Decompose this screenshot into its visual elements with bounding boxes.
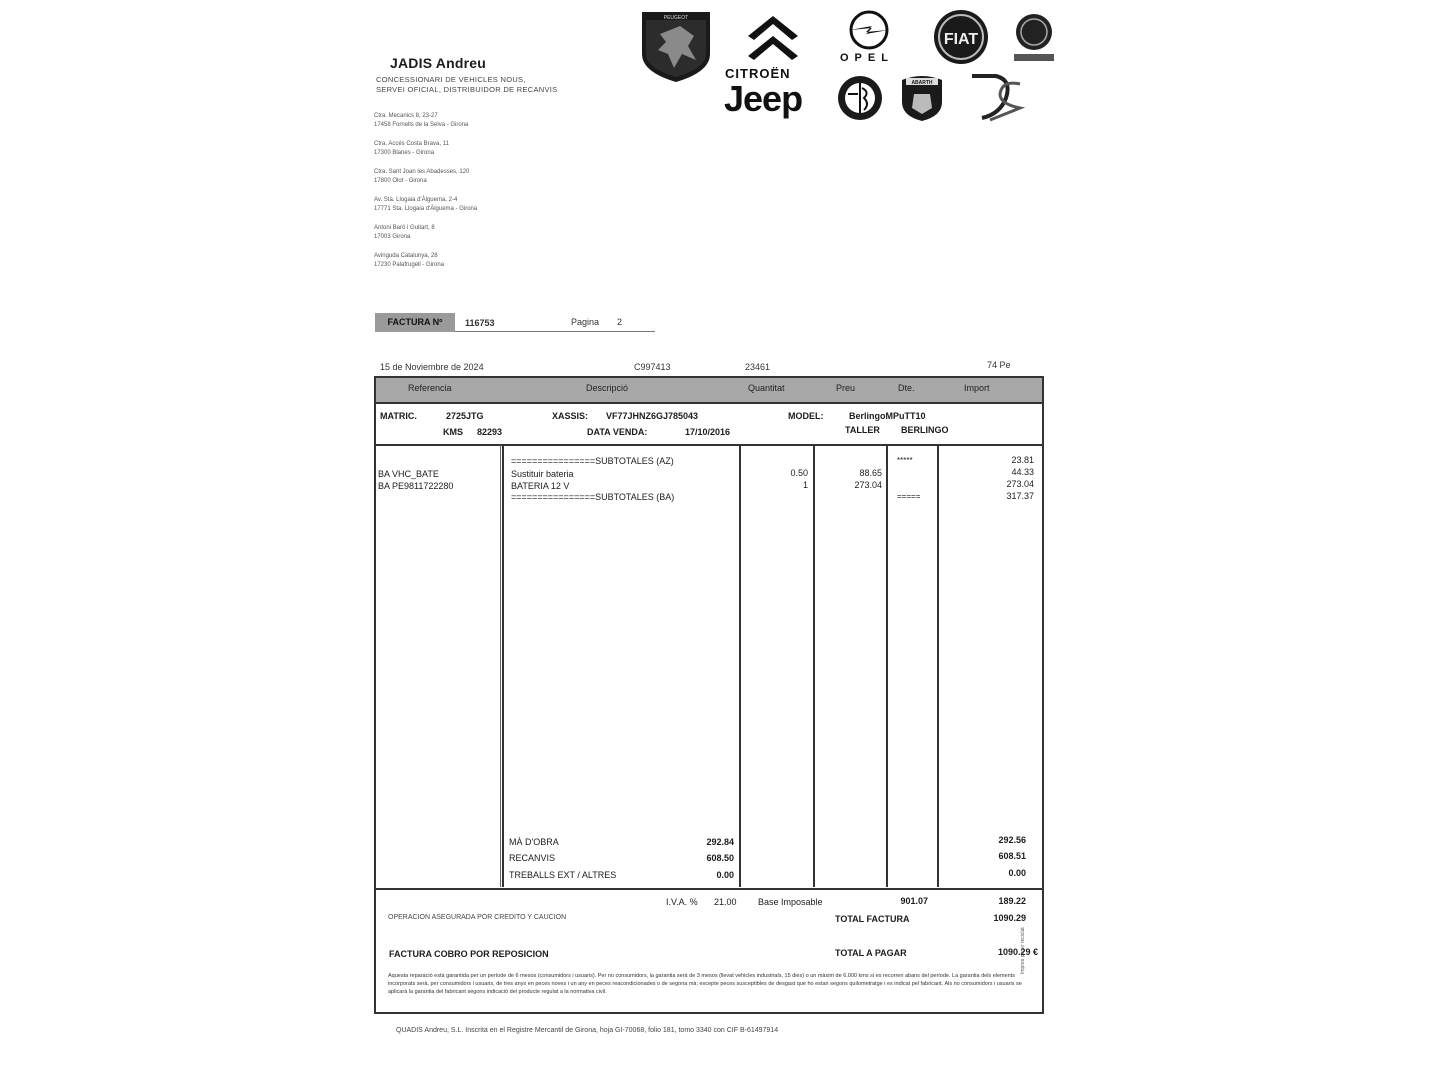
parts-label: RECANVIS [509, 853, 556, 863]
col-sep-disc [937, 445, 939, 887]
line-amount: 44.33 [1011, 467, 1034, 477]
total-pay-value: 1090.29 € [997, 947, 1038, 957]
invoice-ref-3: 74 Pe [987, 360, 1011, 370]
matric-value: 2725JTG [446, 411, 484, 421]
line-ref: BA VHC_BATE [378, 469, 439, 479]
external-net: 0.00 [1008, 868, 1026, 878]
fiat-professional-logo-icon [1010, 12, 1058, 64]
matric-label: MATRIC. [380, 411, 417, 421]
invoice-number-label: FACTURA Nº [375, 313, 455, 332]
warranty-text: Aquesta reparació està garantida per un període de 6 mesos (consumidors i usuaris). Per no consumidors, la garantia serà de 3 mesos (llevat vehicles industrials, 15 dies) o un màxim de 6.000 kms si es recorren abans del període. La garantia dels elements incorporats serà, per consumidors i usuaris, de tres anys en peces noves i un any en peces reacondicionades o de segona mà; excepte peces susceptibles de desgast que ho estan segons quilometratge i es indicat pel fabricant. Als no consumidors i usuaris se aplicarà la garantia del fabricant segons indicació del producte regulat a la normativa civil. [388, 973, 1022, 995]
jeep-wordmark: Jeep [724, 78, 803, 119]
header-discount: Dte. [898, 383, 915, 393]
ds-logo-icon [966, 70, 1026, 124]
vat-rate: 21.00 [714, 897, 737, 907]
svg-text:ABARTH: ABARTH [911, 80, 933, 86]
table-header-bar [376, 378, 1042, 402]
col-sep-qty [813, 445, 815, 887]
page-number: 2 [617, 317, 623, 327]
parts-gross: 608.50 [706, 853, 734, 863]
invoice-ref-2: 23461 [745, 362, 771, 372]
company-tagline-1: CONCESSIONARI DE VEHICLES NOUS, [376, 75, 526, 84]
total-invoice-value: 1090.29 [993, 913, 1026, 923]
line-desc: ================SUBTOTALES (BA) [511, 492, 675, 502]
total-invoice-label: TOTAL FACTURA [835, 914, 910, 924]
items-bottom-divider [376, 888, 1042, 890]
labor-net: 292.56 [998, 835, 1026, 845]
line-desc: ================SUBTOTALES (AZ) [511, 456, 674, 466]
line-amount: 23.81 [1011, 455, 1034, 465]
col-sep-ref [500, 445, 501, 887]
external-label: TREBALLS EXT / ALTRES [509, 870, 617, 880]
collection-label: FACTURA COBRO POR REPOSICION [389, 949, 549, 959]
kms-value: 82293 [477, 427, 503, 437]
invoice-date: 15 de Noviembre de 2024 [380, 362, 484, 372]
line-price: 273.04 [854, 480, 882, 490]
parts-net: 608.51 [998, 851, 1026, 861]
header-description: Descripció [586, 383, 629, 393]
line-ref: BA PE9811722280 [378, 481, 454, 491]
vat-amount: 189.22 [998, 896, 1026, 906]
abarth-logo-icon [898, 72, 946, 122]
header-price: Preu [836, 383, 856, 393]
address-block-4: Av. Sta. Llogaia d'Àlguema, 2-4 17771 Sta. Llogaia d'Àlguema - Girona [374, 197, 478, 212]
model-value: BerlingoMPuTT10 [849, 411, 926, 421]
line-price: 88.65 [859, 468, 882, 478]
external-gross: 0.00 [716, 870, 734, 880]
chassis-label: XASSIS: [552, 411, 589, 421]
sale-date-label: DATA VENDA: [587, 427, 648, 437]
svg-text:FIAT: FIAT [943, 31, 979, 48]
company-tagline-2: SERVEI OFICIAL, DISTRIBUIDOR DE RECANVIS [376, 85, 558, 94]
opel-logo-icon [846, 8, 892, 52]
col-sep-desc [739, 445, 741, 887]
chassis-value: VF77JHNZ6GJ785043 [606, 411, 699, 421]
line-discount: ===== [897, 492, 921, 501]
header-divider [376, 402, 1042, 404]
line-amount: 273.04 [1006, 479, 1034, 489]
line-desc: BATERIA 12 V [511, 481, 570, 491]
base-label: Base Imposable [758, 897, 823, 907]
address-block-5: Antoni Baró i Guitart, 8 17003 Girona [374, 225, 435, 240]
header-quantity: Quantitat [748, 383, 785, 393]
credit-insurance-note: OPERACION ASEGURADA POR CREDITO Y CAUCION [388, 914, 567, 921]
workshop-value: BERLINGO [901, 425, 949, 435]
col-sep-price [886, 445, 888, 887]
page-label: Pagina [571, 317, 600, 327]
address-block-6: Avinguda Catalunya, 28 17230 Palafrugell - Girona [374, 253, 445, 268]
model-label: MODEL: [788, 411, 824, 421]
col-sep-ref-2 [502, 445, 504, 887]
header-amount: Import [964, 383, 990, 393]
labor-label: MÀ D'OBRA [509, 837, 559, 847]
invoice-ref-1: C997413 [634, 362, 671, 372]
address-block-2: Ctra. Accés Costa Brava, 11 17300 Blanes - Girona [374, 141, 449, 156]
line-qty: 1 [802, 480, 808, 490]
kms-label: KMS [443, 427, 463, 437]
base-value: 901.07 [900, 896, 928, 906]
address-block-1: Ctra. Mecanics 8, 23-27 17458 Fornells de la Selva - Girona [374, 113, 469, 128]
line-amount: 317.37 [1006, 491, 1034, 501]
address-block-3: Ctra. Sant Joan les Abadesses, 120 17800 Olot - Girona [374, 169, 470, 184]
header-reference: Referencia [408, 383, 452, 393]
opel-wordmark: OPEL [840, 52, 894, 64]
line-desc: Sustituir bateria [511, 469, 574, 479]
side-note: Impres paper reciclat [1020, 927, 1026, 974]
invoice-number: 116753 [465, 318, 495, 328]
peugeot-logo-icon [638, 10, 714, 84]
total-pay-label: TOTAL A PAGAR [835, 948, 907, 958]
vehicle-divider [376, 444, 1042, 446]
company-name: JADIS Andreu [390, 55, 487, 71]
line-qty: 0.50 [790, 468, 808, 478]
workshop-label: TALLER [845, 425, 880, 435]
alfa-romeo-logo-icon [836, 74, 884, 122]
sale-date-value: 17/10/2016 [685, 427, 731, 437]
labor-gross: 292.84 [706, 837, 734, 847]
fiat-logo-icon [932, 8, 990, 66]
invoice-underline [455, 331, 655, 332]
svg-text:PEUGEOT: PEUGEOT [663, 15, 689, 21]
citroen-wordmark: CITROËN [725, 66, 791, 81]
footer-registry: QUADIS Andreu, S.L. Inscrita en el Registre Mercantil de Girona, hoja GI-70068, folio 181, tomo 3340 con CIF B-61497914 [396, 1027, 779, 1034]
citroen-chevrons-icon [742, 10, 804, 64]
vat-label: I.V.A. % [666, 897, 698, 907]
line-discount: ***** [897, 456, 913, 465]
